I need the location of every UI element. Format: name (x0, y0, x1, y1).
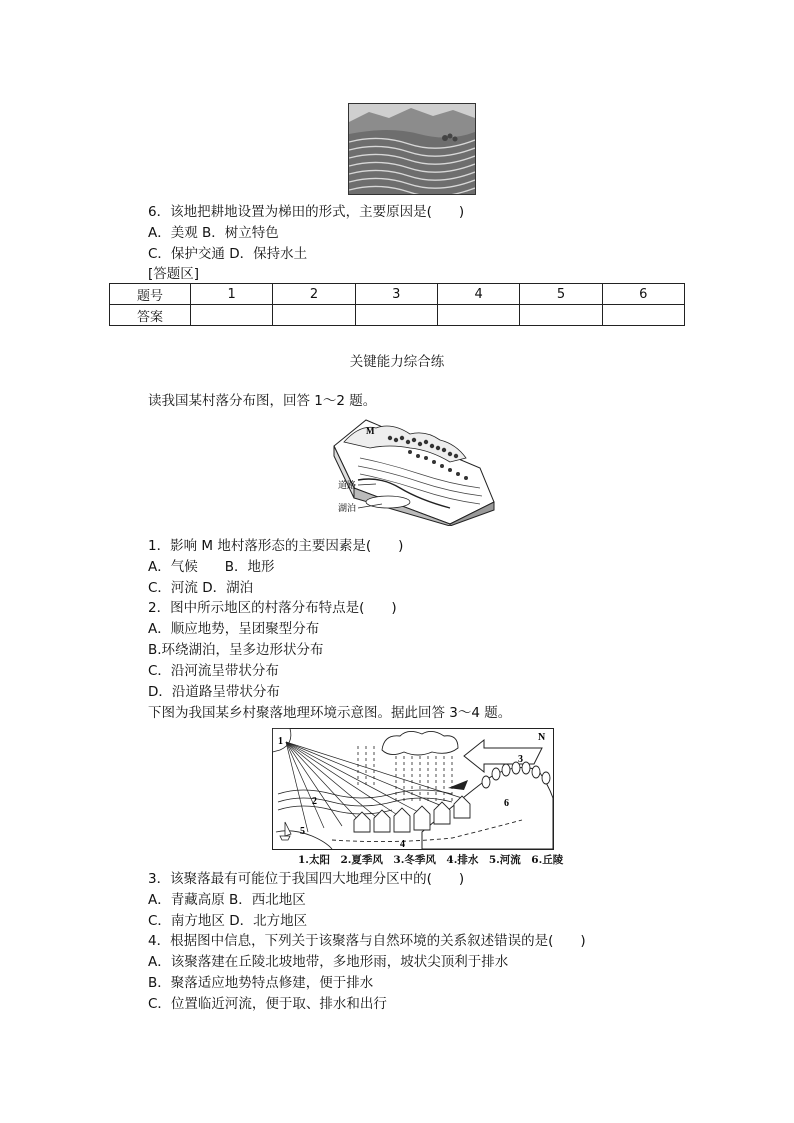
q2-option-c: C．沿河流呈带状分布 (148, 663, 279, 679)
q2-stem: 2．图中所示地区的村落分布特点是( ) (148, 600, 397, 616)
q3-stem: 3．该聚落最有可能位于我国四大地理分区中的( ) (148, 871, 465, 887)
q1-options-cd: C．河流 D．湖泊 (148, 580, 254, 596)
answer-area-label: [答题区] (148, 266, 200, 282)
q6-options-ab: A．美观 B．树立特色 (148, 225, 279, 241)
fig1-label-m: M (366, 426, 375, 436)
fig2-legend: 1.太阳 2.夏季风 3.冬季风 4.排水 5.河流 6.丘陵 (298, 854, 564, 866)
q4-option-a: A．该聚落建在丘陵北坡地带，多地形雨，坡状尖顶利于排水 (148, 954, 509, 970)
answer-cell[interactable] (520, 305, 602, 326)
answer-cell[interactable] (355, 305, 437, 326)
table-number: 5 (520, 284, 602, 305)
q6-stem: 6．该地把耕地设置为梯田的形式，主要原因是( ) (148, 204, 465, 220)
answer-table (109, 283, 685, 326)
q1-stem: 1．影响 M 地村落形态的主要因素是( ) (148, 538, 404, 554)
q3-options-ab: A．青藏高原 B．西北地区 (148, 892, 306, 908)
table-answer-label: 答案 (110, 305, 191, 326)
table-number: 2 (273, 284, 355, 305)
terraced-field-photo (348, 103, 476, 195)
table-number: 1 (191, 284, 273, 305)
q4-stem: 4．根据图中信息，下列关于该聚落与自然环境的关系叙述错误的是( ) (148, 933, 586, 949)
fig1-label-lake: 湖泊 (338, 504, 357, 514)
answer-cell[interactable] (437, 305, 519, 326)
q2-option-d: D．沿道路呈带状分布 (148, 684, 280, 700)
q2-option-b: B.环绕湖泊，呈多边形状分布 (148, 642, 324, 658)
answer-table-answer-row (110, 305, 685, 326)
answer-cell[interactable] (602, 305, 684, 326)
answer-cell[interactable] (191, 305, 273, 326)
answer-cell[interactable] (273, 305, 355, 326)
table-number: 3 (355, 284, 437, 305)
village-distribution-figure (330, 418, 502, 526)
fig2-label-5: 5 (300, 826, 305, 837)
fig2-label-1: 1 (278, 736, 283, 747)
fig2-label-2: 2 (312, 796, 317, 807)
q6-options-cd: C．保护交通 D．保持水土 (148, 246, 308, 262)
q4-option-c: C．位置临近河流，便于取、排水和出行 (148, 996, 387, 1012)
answer-table-header-row (110, 284, 685, 305)
q1-options-ab: A．气候 B．地形 (148, 559, 275, 575)
intro-1-2: 读我国某村落分布图，回答 1～2 题。 (148, 393, 377, 409)
fig1-label-road: 道路 (338, 481, 357, 491)
q4-option-b: B．聚落适应地势特点修建，便于排水 (148, 975, 374, 991)
table-number: 4 (437, 284, 519, 305)
table-header-label: 题号 (110, 284, 191, 305)
fig2-label-3: 3 (518, 754, 523, 765)
table-number: 6 (602, 284, 684, 305)
fig2-north-label: N (538, 732, 546, 743)
intro-3-4: 下图为我国某乡村聚落地理环境示意图。据此回答 3～4 题。 (148, 705, 512, 721)
q2-option-a: A．顺应地势，呈团聚型分布 (148, 621, 320, 637)
q3-options-cd: C．南方地区 D．北方地区 (148, 913, 308, 929)
fig2-label-4: 4 (400, 839, 405, 850)
settlement-environment-figure (272, 728, 554, 850)
fig2-label-6: 6 (504, 798, 509, 809)
section-title: 关键能力综合练 (349, 354, 445, 370)
